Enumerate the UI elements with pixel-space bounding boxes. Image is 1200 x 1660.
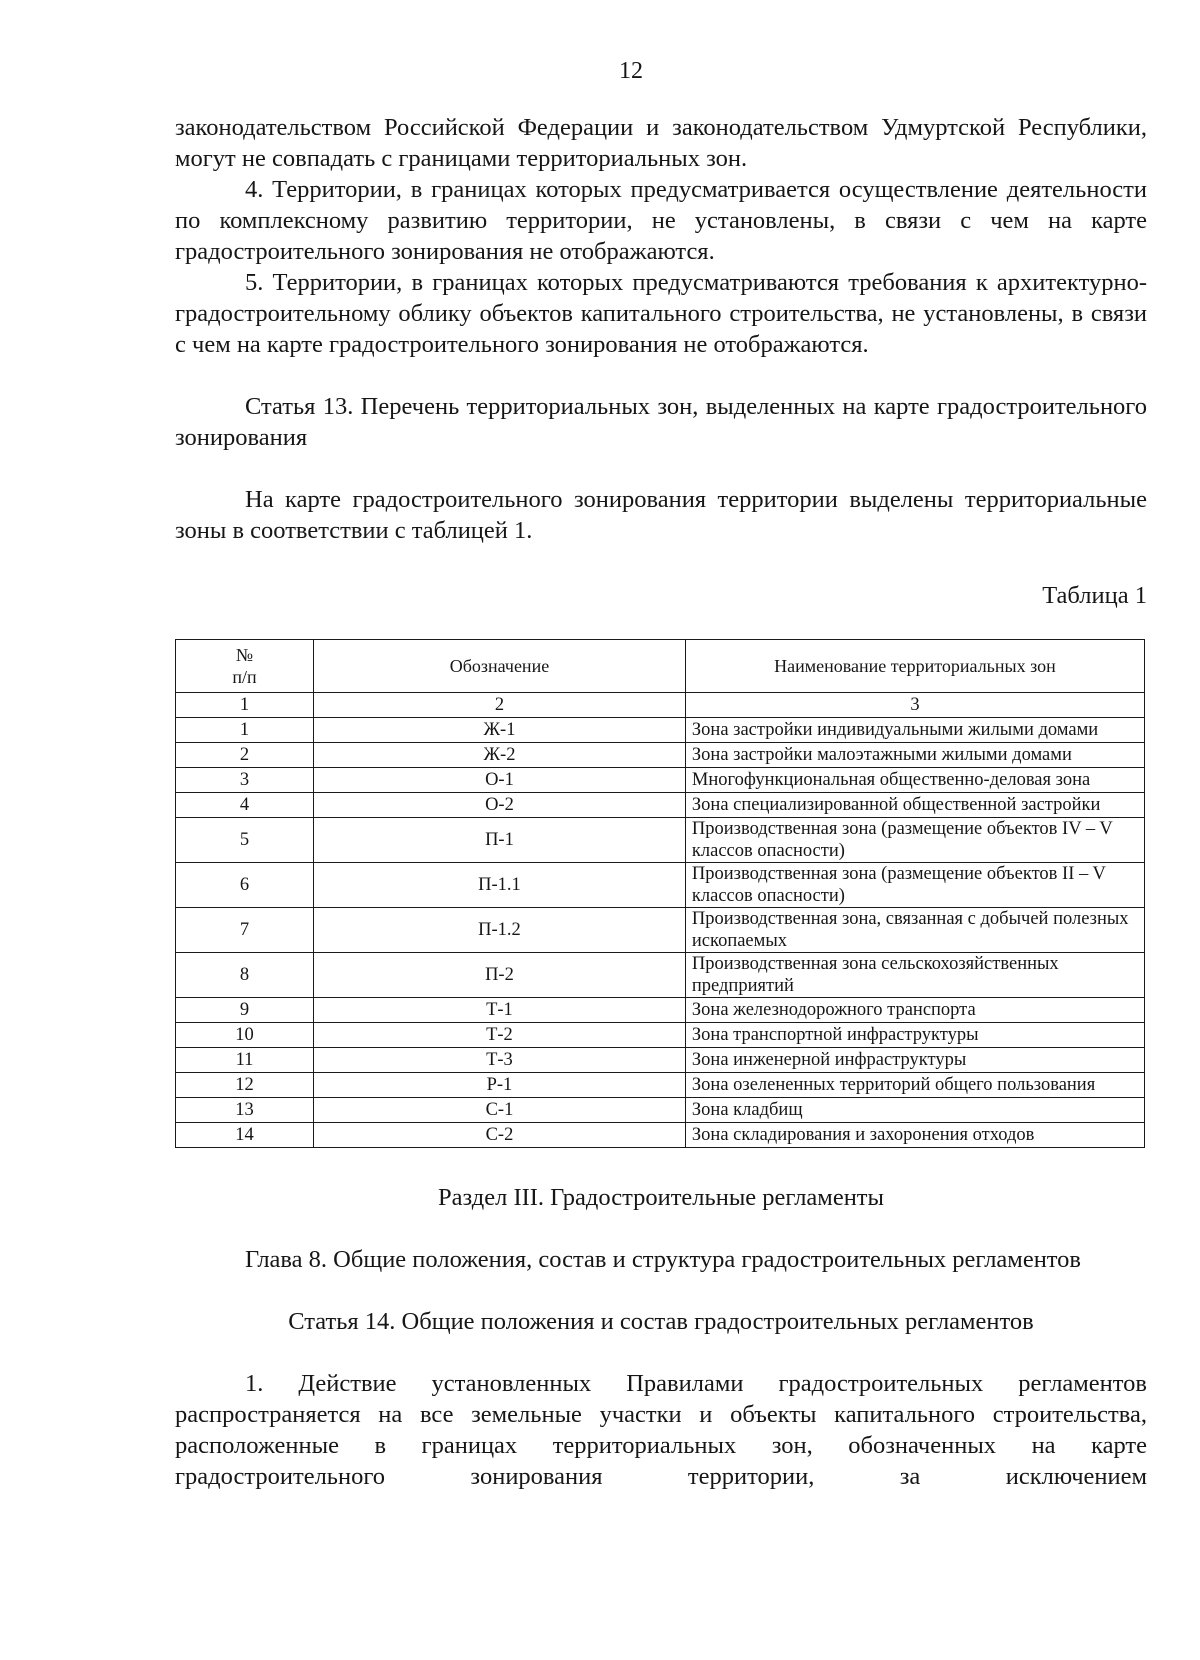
paragraph-continuation: законодательством Российской Федерации и законодательством Удмуртской Республики, могут не совпадать с границами территориальных зон.: [175, 114, 1147, 172]
cell-code: Ж-2: [314, 743, 686, 768]
header-code: Обозначение: [314, 640, 686, 693]
cell-name: Зона складирования и захоронения отходов: [685, 1123, 1144, 1148]
table-row: [176, 908, 1145, 953]
index-cell-1: 1: [176, 693, 314, 718]
cell-number: 14: [176, 1123, 314, 1148]
cell-code: П-1.1: [314, 863, 686, 908]
zones-table: [175, 639, 1145, 1148]
table-header-row: [176, 640, 1145, 693]
table-row: [176, 743, 1145, 768]
cell-number: 13: [176, 1098, 314, 1123]
paragraph-item-4: 4. Территории, в границах которых предусматривается осуществление деятельности по комплексному развитию территории, не установлены, в связи с чем на карте градостроительного зонирования не отображаются.: [175, 176, 1147, 265]
cell-name: Зона специализированной общественной застройки: [685, 793, 1144, 818]
table-row: [176, 1073, 1145, 1098]
cell-number: 4: [176, 793, 314, 818]
table-row: [176, 718, 1145, 743]
cell-code: Р-1: [314, 1073, 686, 1098]
cell-name: Производственная зона (размещение объектов II – V классов опасности): [685, 863, 1144, 908]
cell-number: 1: [176, 718, 314, 743]
cell-number: 2: [176, 743, 314, 768]
header-number-symbol: №: [235, 645, 254, 665]
table-index-row: [176, 693, 1145, 718]
document-body: [175, 112, 1147, 1492]
article-13-heading: Статья 13. Перечень территориальных зон, выделенных на карте градостроительного зонирования: [175, 393, 1147, 451]
cell-number: 5: [176, 818, 314, 863]
table-row: [176, 1123, 1145, 1148]
cell-name: Производственная зона, связанная с добычей полезных ископаемых: [685, 908, 1144, 953]
cell-name: Зона кладбищ: [685, 1098, 1144, 1123]
table-row: [176, 998, 1145, 1023]
header-number-abbr: п/п: [232, 667, 257, 687]
cell-number: 10: [176, 1023, 314, 1048]
table-row: [176, 953, 1145, 998]
cell-number: 9: [176, 998, 314, 1023]
cell-name: Зона инженерной инфраструктуры: [685, 1048, 1144, 1073]
table-caption: Таблица 1: [1042, 582, 1147, 609]
table-row: [176, 818, 1145, 863]
cell-code: О-2: [314, 793, 686, 818]
cell-name: Зона железнодорожного транспорта: [685, 998, 1144, 1023]
header-number: [176, 640, 314, 693]
section-3-heading: Раздел III. Градостроительные регламенты: [438, 1184, 884, 1211]
cell-name: Производственная зона (размещение объектов IV – V классов опасности): [685, 818, 1144, 863]
chapter-8-heading: Глава 8. Общие положения, состав и структура градостроительных регламентов: [245, 1246, 1082, 1273]
cell-name: Многофункциональная общественно-деловая зона: [685, 768, 1144, 793]
table-row: [176, 768, 1145, 793]
table-row: [176, 1023, 1145, 1048]
index-cell-2: 2: [314, 693, 686, 718]
cell-code: Ж-1: [314, 718, 686, 743]
article-13-text: На карте градостроительного зонирования территории выделены территориальные зоны в соответствии с таблицей 1.: [175, 486, 1147, 544]
cell-number: 12: [176, 1073, 314, 1098]
cell-name: Зона застройки индивидуальными жилыми домами: [685, 718, 1144, 743]
cell-name: Зона озелененных территорий общего пользования: [685, 1073, 1144, 1098]
cell-code: С-1: [314, 1098, 686, 1123]
cell-name: Производственная зона сельскохозяйственных предприятий: [685, 953, 1144, 998]
paragraph-item-5: 5. Территории, в границах которых предусматриваются требования к архитектурно-градостроительному облику объектов капитального строительства, не установлены, в связи с чем на карте градостроительного зонирования не отображаются.: [175, 269, 1147, 358]
header-name: Наименование территориальных зон: [685, 640, 1144, 693]
table-row: [176, 1098, 1145, 1123]
cell-name: Зона застройки малоэтажными жилыми домами: [685, 743, 1144, 768]
cell-code: Т-1: [314, 998, 686, 1023]
cell-number: 6: [176, 863, 314, 908]
cell-number: 8: [176, 953, 314, 998]
cell-number: 7: [176, 908, 314, 953]
article-14-heading: Статья 14. Общие положения и состав градостроительных регламентов: [288, 1308, 1034, 1335]
cell-name: Зона транспортной инфраструктуры: [685, 1023, 1144, 1048]
cell-code: Т-2: [314, 1023, 686, 1048]
cell-code: П-1: [314, 818, 686, 863]
page-number: 12: [619, 58, 643, 84]
cell-code: П-2: [314, 953, 686, 998]
cell-code: С-2: [314, 1123, 686, 1148]
cell-number: 3: [176, 768, 314, 793]
cell-code: П-1.2: [314, 908, 686, 953]
cell-number: 11: [176, 1048, 314, 1073]
table-row: [176, 793, 1145, 818]
table-row: [176, 863, 1145, 908]
cell-code: О-1: [314, 768, 686, 793]
table-row: [176, 1048, 1145, 1073]
index-cell-3: 3: [685, 693, 1144, 718]
cell-code: Т-3: [314, 1048, 686, 1073]
article-14-paragraph-1: 1. Действие установленных Правилами градостроительных регламентов распространяется на все земельные участки и объекты капитального строительства, расположенные в границах территориальных зон, обозначенных на карте градостроительного зонирования территории, за исключением: [175, 1370, 1147, 1490]
table-body: [176, 693, 1145, 1148]
